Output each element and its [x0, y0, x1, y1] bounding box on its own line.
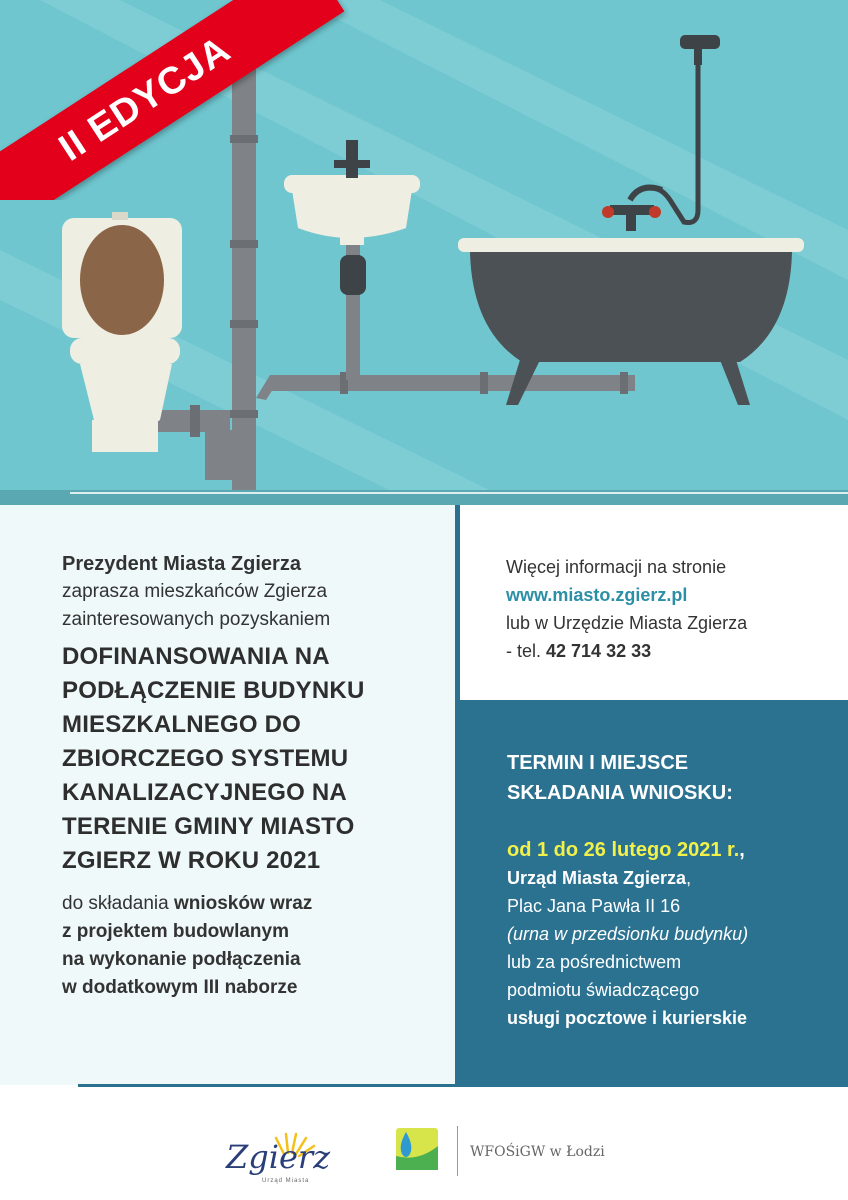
wfos-separator	[457, 1126, 458, 1176]
zgierz-logo-text: Zgierz	[226, 1138, 331, 1176]
ribbon-banner	[0, 0, 344, 200]
lead-line-2: zainteresowanych pozyskaniem	[62, 609, 331, 630]
ribbon-label: II EDYCJA	[51, 27, 238, 170]
tail-line-2: z projektem budowlanym	[62, 921, 289, 942]
info-line-1: Więcej informacji na stronie	[506, 557, 727, 577]
bathroom-illustration	[0, 0, 848, 505]
headline-line-1: DOFINANSOWANIA NA	[62, 643, 330, 670]
alt-line-3: usługi pocztowe i kurierskie	[507, 1008, 748, 1028]
deadline-date: od 1 do 26 lutego 2021 r.	[507, 839, 740, 861]
tel-prefix: - tel.	[506, 641, 547, 661]
wfos-logo-text: WFOŚiGW w Łodzi	[470, 1144, 605, 1160]
lead-line-1: zaprasza mieszkańców Zgierza	[62, 581, 328, 602]
headline-line-7: ZGIERZ W ROKU 2021	[62, 847, 321, 874]
headline-line-3: MIESZKALNEGO DO	[62, 711, 302, 738]
info-line-3: lub w Urzędzie Miasta Zgierza	[506, 613, 748, 633]
alt-line-1: lub za pośrednictwem	[507, 952, 682, 972]
office-line	[507, 864, 748, 892]
headline-line-4: ZBIORCZEGO SYSTEMU	[62, 745, 349, 772]
tail-line-3: na wykonanie podłączenia	[62, 949, 301, 970]
tail-line-1	[62, 890, 442, 918]
tail-line-4: w dodatkowym III naborze	[62, 977, 298, 998]
deadline-heading-2: SKŁADANIA WNIOSKU:	[507, 782, 733, 804]
invitation-text	[62, 550, 442, 1002]
office-address: Plac Jana Pawła II 16	[507, 896, 681, 916]
application-info	[62, 890, 442, 1002]
phone-number[interactable]: 42 714 32 33	[546, 641, 652, 661]
panel-divider	[455, 505, 460, 700]
deadline-heading-1: TERMIN I MIEJSCE	[507, 752, 689, 774]
headline	[62, 640, 442, 878]
deadline-heading	[507, 748, 748, 808]
website-link[interactable]: www.miasto.zgierz.pl	[506, 585, 688, 605]
headline-line-5: KANALIZACYJNEGO NA	[62, 779, 347, 806]
office-note: (urna w przedsionku budynku)	[507, 924, 749, 944]
edition-ribbon	[0, 0, 360, 200]
phone-line	[506, 637, 747, 665]
office-name: Urząd Miasta Zgierza	[507, 868, 687, 888]
tail-bold: wniosków wraz	[173, 893, 313, 914]
wfos-logo-icon	[396, 1128, 438, 1170]
contact-text	[506, 553, 747, 665]
alt-line-2: podmiotu świadczącego	[507, 980, 700, 1000]
headline-line-2: PODŁĄCZENIE BUDYNKU	[62, 677, 365, 704]
office-comma: ,	[686, 868, 692, 888]
headline-line-6: TERENIE GMINY MIASTO	[62, 813, 355, 840]
zgierz-logo-subtitle: Urząd Miasta	[262, 1178, 310, 1184]
date-comma: ,	[739, 839, 745, 861]
deadline-text	[507, 748, 748, 1032]
deadline-date-line	[507, 836, 748, 864]
mayor-title: Prezydent Miasta Zgierza	[62, 553, 301, 575]
tail-plain: do składania	[62, 893, 174, 914]
